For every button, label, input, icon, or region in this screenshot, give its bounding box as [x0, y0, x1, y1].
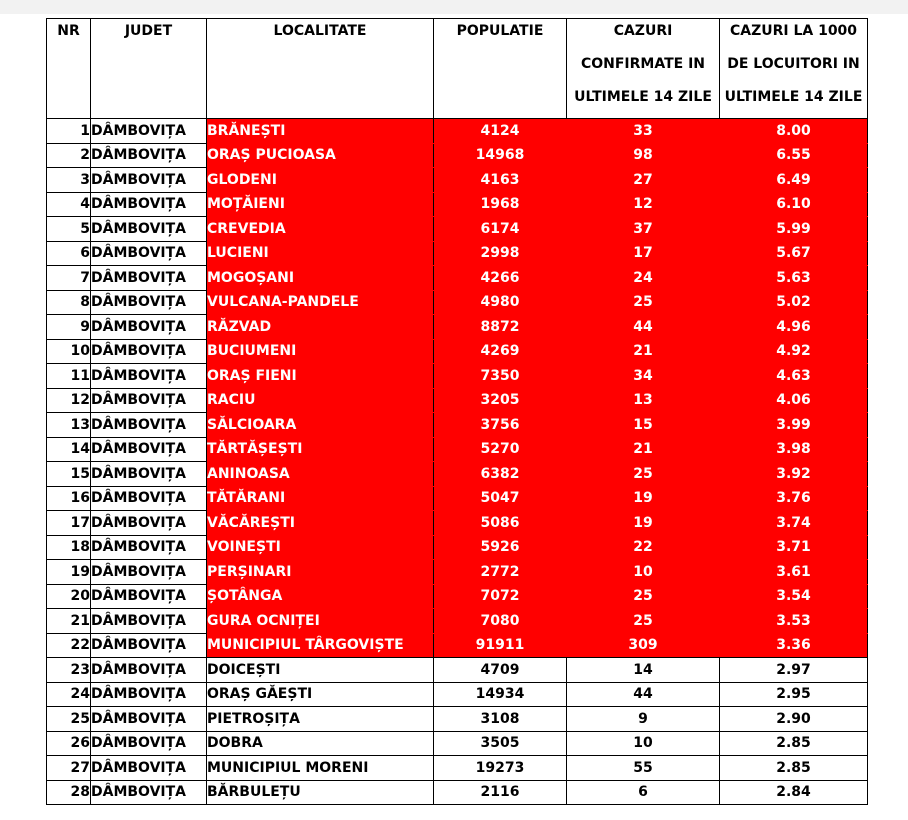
cell-rata: 3.61: [720, 560, 868, 585]
cell-localitate: RĂZVAD: [207, 315, 434, 340]
table-row: [47, 339, 868, 364]
cell-judet: DÂMBOVIȚA: [91, 364, 207, 389]
cell-localitate: ȘOTÂNGA: [207, 584, 434, 609]
cell-rata: 3.36: [720, 633, 868, 658]
cell-populatie: 2116: [434, 780, 567, 805]
cell-nr: 19: [47, 560, 91, 585]
cell-cazuri: 33: [567, 119, 720, 144]
cell-populatie: 1968: [434, 192, 567, 217]
header-localitate: LOCALITATE: [207, 19, 434, 119]
cell-judet: DÂMBOVIȚA: [91, 560, 207, 585]
cell-nr: 21: [47, 609, 91, 634]
cell-localitate: DOICEȘTI: [207, 658, 434, 683]
cell-rata: 5.63: [720, 266, 868, 291]
cell-localitate: ANINOASA: [207, 462, 434, 487]
table-row: [47, 266, 868, 291]
cell-localitate: LUCIENI: [207, 241, 434, 266]
cell-cazuri: 24: [567, 266, 720, 291]
table-row: [47, 119, 868, 144]
table-row: [47, 780, 868, 805]
cell-rata: 5.02: [720, 290, 868, 315]
cell-judet: DÂMBOVIȚA: [91, 388, 207, 413]
cell-localitate: MUNICIPIUL MORENI: [207, 756, 434, 781]
cell-rata: 5.99: [720, 217, 868, 242]
cell-populatie: 4709: [434, 658, 567, 683]
header-populatie: POPULATIE: [434, 19, 567, 119]
cell-populatie: 14968: [434, 143, 567, 168]
cell-rata: 3.99: [720, 413, 868, 438]
cell-populatie: 91911: [434, 633, 567, 658]
table-row: [47, 633, 868, 658]
cell-populatie: 3505: [434, 731, 567, 756]
cell-populatie: 2772: [434, 560, 567, 585]
cell-cazuri: 25: [567, 290, 720, 315]
covid-incidence-table: [46, 18, 868, 805]
cell-nr: 5: [47, 217, 91, 242]
cell-cazuri: 98: [567, 143, 720, 168]
cell-rata: 3.53: [720, 609, 868, 634]
cell-populatie: 2998: [434, 241, 567, 266]
cell-localitate: BĂRBULEȚU: [207, 780, 434, 805]
cell-populatie: 4266: [434, 266, 567, 291]
cell-rata: 3.71: [720, 535, 868, 560]
table-row: [47, 682, 868, 707]
cell-cazuri: 27: [567, 168, 720, 193]
header-rata: CAZURI LA 1000 DE LOCUITORI IN ULTIMELE 14 ZILE: [720, 19, 868, 119]
cell-localitate: VULCANA-PANDELE: [207, 290, 434, 315]
cell-localitate: ORAȘ GĂEȘTI: [207, 682, 434, 707]
cell-nr: 16: [47, 486, 91, 511]
cell-populatie: 7080: [434, 609, 567, 634]
table-row: [47, 486, 868, 511]
cell-judet: DÂMBOVIȚA: [91, 462, 207, 487]
table-row: [47, 707, 868, 732]
cell-nr: 3: [47, 168, 91, 193]
table-row: [47, 217, 868, 242]
cell-nr: 18: [47, 535, 91, 560]
cell-nr: 24: [47, 682, 91, 707]
cell-nr: 1: [47, 119, 91, 144]
table-row: [47, 609, 868, 634]
table-row: [47, 584, 868, 609]
table-row: [47, 364, 868, 389]
cell-nr: 11: [47, 364, 91, 389]
cell-nr: 8: [47, 290, 91, 315]
cell-cazuri: 15: [567, 413, 720, 438]
cell-nr: 7: [47, 266, 91, 291]
header-nr: NR: [47, 19, 91, 119]
cell-cazuri: 9: [567, 707, 720, 732]
table-row: [47, 437, 868, 462]
cell-localitate: CREVEDIA: [207, 217, 434, 242]
cell-cazuri: 6: [567, 780, 720, 805]
cell-nr: 10: [47, 339, 91, 364]
cell-cazuri: 25: [567, 584, 720, 609]
cell-judet: DÂMBOVIȚA: [91, 217, 207, 242]
table-row: [47, 388, 868, 413]
cell-populatie: 4124: [434, 119, 567, 144]
cell-populatie: 5270: [434, 437, 567, 462]
cell-populatie: 6174: [434, 217, 567, 242]
cell-rata: 2.85: [720, 731, 868, 756]
cell-judet: DÂMBOVIȚA: [91, 437, 207, 462]
cell-cazuri: 21: [567, 437, 720, 462]
cell-cazuri: 10: [567, 731, 720, 756]
header-judet: JUDET: [91, 19, 207, 119]
cell-judet: DÂMBOVIȚA: [91, 290, 207, 315]
table-body: [47, 119, 868, 805]
table-row: [47, 756, 868, 781]
table-row: [47, 413, 868, 438]
cell-nr: 28: [47, 780, 91, 805]
cell-nr: 27: [47, 756, 91, 781]
cell-cazuri: 34: [567, 364, 720, 389]
cell-rata: 4.06: [720, 388, 868, 413]
cell-populatie: 4980: [434, 290, 567, 315]
cell-populatie: 3205: [434, 388, 567, 413]
table-row: [47, 658, 868, 683]
cell-localitate: ORAȘ FIENI: [207, 364, 434, 389]
cell-judet: DÂMBOVIȚA: [91, 780, 207, 805]
cell-judet: DÂMBOVIȚA: [91, 241, 207, 266]
cell-nr: 2: [47, 143, 91, 168]
cell-populatie: 3756: [434, 413, 567, 438]
cell-judet: DÂMBOVIȚA: [91, 584, 207, 609]
cell-rata: 4.96: [720, 315, 868, 340]
cell-judet: DÂMBOVIȚA: [91, 658, 207, 683]
cell-localitate: GLODENI: [207, 168, 434, 193]
cell-localitate: GURA OCNIȚEI: [207, 609, 434, 634]
cell-rata: 6.10: [720, 192, 868, 217]
cell-localitate: DOBRA: [207, 731, 434, 756]
cell-rata: 4.63: [720, 364, 868, 389]
cell-judet: DÂMBOVIȚA: [91, 609, 207, 634]
cell-judet: DÂMBOVIȚA: [91, 707, 207, 732]
cell-judet: DÂMBOVIȚA: [91, 119, 207, 144]
table-row: [47, 168, 868, 193]
cell-judet: DÂMBOVIȚA: [91, 266, 207, 291]
table-row: [47, 192, 868, 217]
cell-localitate: ORAȘ PUCIOASA: [207, 143, 434, 168]
cell-cazuri: 25: [567, 462, 720, 487]
cell-localitate: TĂRTĂȘEȘTI: [207, 437, 434, 462]
table-row: [47, 241, 868, 266]
table-row: [47, 143, 868, 168]
cell-populatie: 5926: [434, 535, 567, 560]
cell-cazuri: 10: [567, 560, 720, 585]
header-cazuri: CAZURI CONFIRMATE IN ULTIMELE 14 ZILE: [567, 19, 720, 119]
cell-cazuri: 14: [567, 658, 720, 683]
cell-localitate: MOȚĂIENI: [207, 192, 434, 217]
cell-cazuri: 37: [567, 217, 720, 242]
cell-judet: DÂMBOVIȚA: [91, 633, 207, 658]
cell-populatie: 5086: [434, 511, 567, 536]
cell-rata: 3.98: [720, 437, 868, 462]
cell-rata: 6.55: [720, 143, 868, 168]
cell-localitate: RACIU: [207, 388, 434, 413]
cell-localitate: MOGOȘANI: [207, 266, 434, 291]
cell-nr: 9: [47, 315, 91, 340]
table-row: [47, 511, 868, 536]
cell-populatie: 6382: [434, 462, 567, 487]
cell-rata: 2.85: [720, 756, 868, 781]
cell-populatie: 3108: [434, 707, 567, 732]
cell-judet: DÂMBOVIȚA: [91, 682, 207, 707]
cell-localitate: BRĂNEȘTI: [207, 119, 434, 144]
cell-populatie: 14934: [434, 682, 567, 707]
viewer-top-strip: [0, 0, 908, 14]
cell-cazuri: 44: [567, 315, 720, 340]
cell-populatie: 4163: [434, 168, 567, 193]
cell-localitate: MUNICIPIUL TÂRGOVIȘTE: [207, 633, 434, 658]
cell-rata: 4.92: [720, 339, 868, 364]
cell-rata: 3.76: [720, 486, 868, 511]
cell-populatie: 7072: [434, 584, 567, 609]
cell-nr: 15: [47, 462, 91, 487]
cell-judet: DÂMBOVIȚA: [91, 511, 207, 536]
cell-rata: 8.00: [720, 119, 868, 144]
cell-cazuri: 21: [567, 339, 720, 364]
cell-judet: DÂMBOVIȚA: [91, 756, 207, 781]
cell-nr: 22: [47, 633, 91, 658]
cell-judet: DÂMBOVIȚA: [91, 535, 207, 560]
table-row: [47, 535, 868, 560]
cell-cazuri: 55: [567, 756, 720, 781]
cell-rata: 2.90: [720, 707, 868, 732]
table-header-row: [47, 19, 868, 119]
cell-judet: DÂMBOVIȚA: [91, 315, 207, 340]
cell-nr: 12: [47, 388, 91, 413]
cell-judet: DÂMBOVIȚA: [91, 339, 207, 364]
cell-localitate: BUCIUMENI: [207, 339, 434, 364]
cell-cazuri: 44: [567, 682, 720, 707]
cell-populatie: 7350: [434, 364, 567, 389]
cell-nr: 23: [47, 658, 91, 683]
cell-cazuri: 22: [567, 535, 720, 560]
cell-rata: 3.92: [720, 462, 868, 487]
cell-localitate: VOINEȘTI: [207, 535, 434, 560]
cell-rata: 6.49: [720, 168, 868, 193]
cell-judet: DÂMBOVIȚA: [91, 168, 207, 193]
cell-nr: 6: [47, 241, 91, 266]
cell-localitate: PERȘINARI: [207, 560, 434, 585]
cell-cazuri: 19: [567, 486, 720, 511]
cell-populatie: 5047: [434, 486, 567, 511]
cell-populatie: 4269: [434, 339, 567, 364]
table-row: [47, 462, 868, 487]
cell-cazuri: 13: [567, 388, 720, 413]
cell-rata: 2.95: [720, 682, 868, 707]
cell-cazuri: 19: [567, 511, 720, 536]
table-row: [47, 290, 868, 315]
cell-localitate: SĂLCIOARA: [207, 413, 434, 438]
cell-rata: 2.97: [720, 658, 868, 683]
cell-cazuri: 309: [567, 633, 720, 658]
cell-nr: 4: [47, 192, 91, 217]
cell-localitate: TĂTĂRANI: [207, 486, 434, 511]
cell-nr: 17: [47, 511, 91, 536]
cell-nr: 26: [47, 731, 91, 756]
cell-nr: 14: [47, 437, 91, 462]
table-row: [47, 560, 868, 585]
cell-cazuri: 17: [567, 241, 720, 266]
cell-nr: 20: [47, 584, 91, 609]
cell-rata: 5.67: [720, 241, 868, 266]
cell-cazuri: 12: [567, 192, 720, 217]
cell-judet: DÂMBOVIȚA: [91, 192, 207, 217]
cell-rata: 2.84: [720, 780, 868, 805]
cell-judet: DÂMBOVIȚA: [91, 413, 207, 438]
table-row: [47, 731, 868, 756]
cell-rata: 3.54: [720, 584, 868, 609]
cell-judet: DÂMBOVIȚA: [91, 143, 207, 168]
cell-populatie: 8872: [434, 315, 567, 340]
cell-populatie: 19273: [434, 756, 567, 781]
cell-judet: DÂMBOVIȚA: [91, 731, 207, 756]
cell-nr: 13: [47, 413, 91, 438]
cell-nr: 25: [47, 707, 91, 732]
cell-cazuri: 25: [567, 609, 720, 634]
cell-rata: 3.74: [720, 511, 868, 536]
table-row: [47, 315, 868, 340]
cell-localitate: PIETROȘIȚA: [207, 707, 434, 732]
cell-judet: DÂMBOVIȚA: [91, 486, 207, 511]
cell-localitate: VĂCĂREȘTI: [207, 511, 434, 536]
